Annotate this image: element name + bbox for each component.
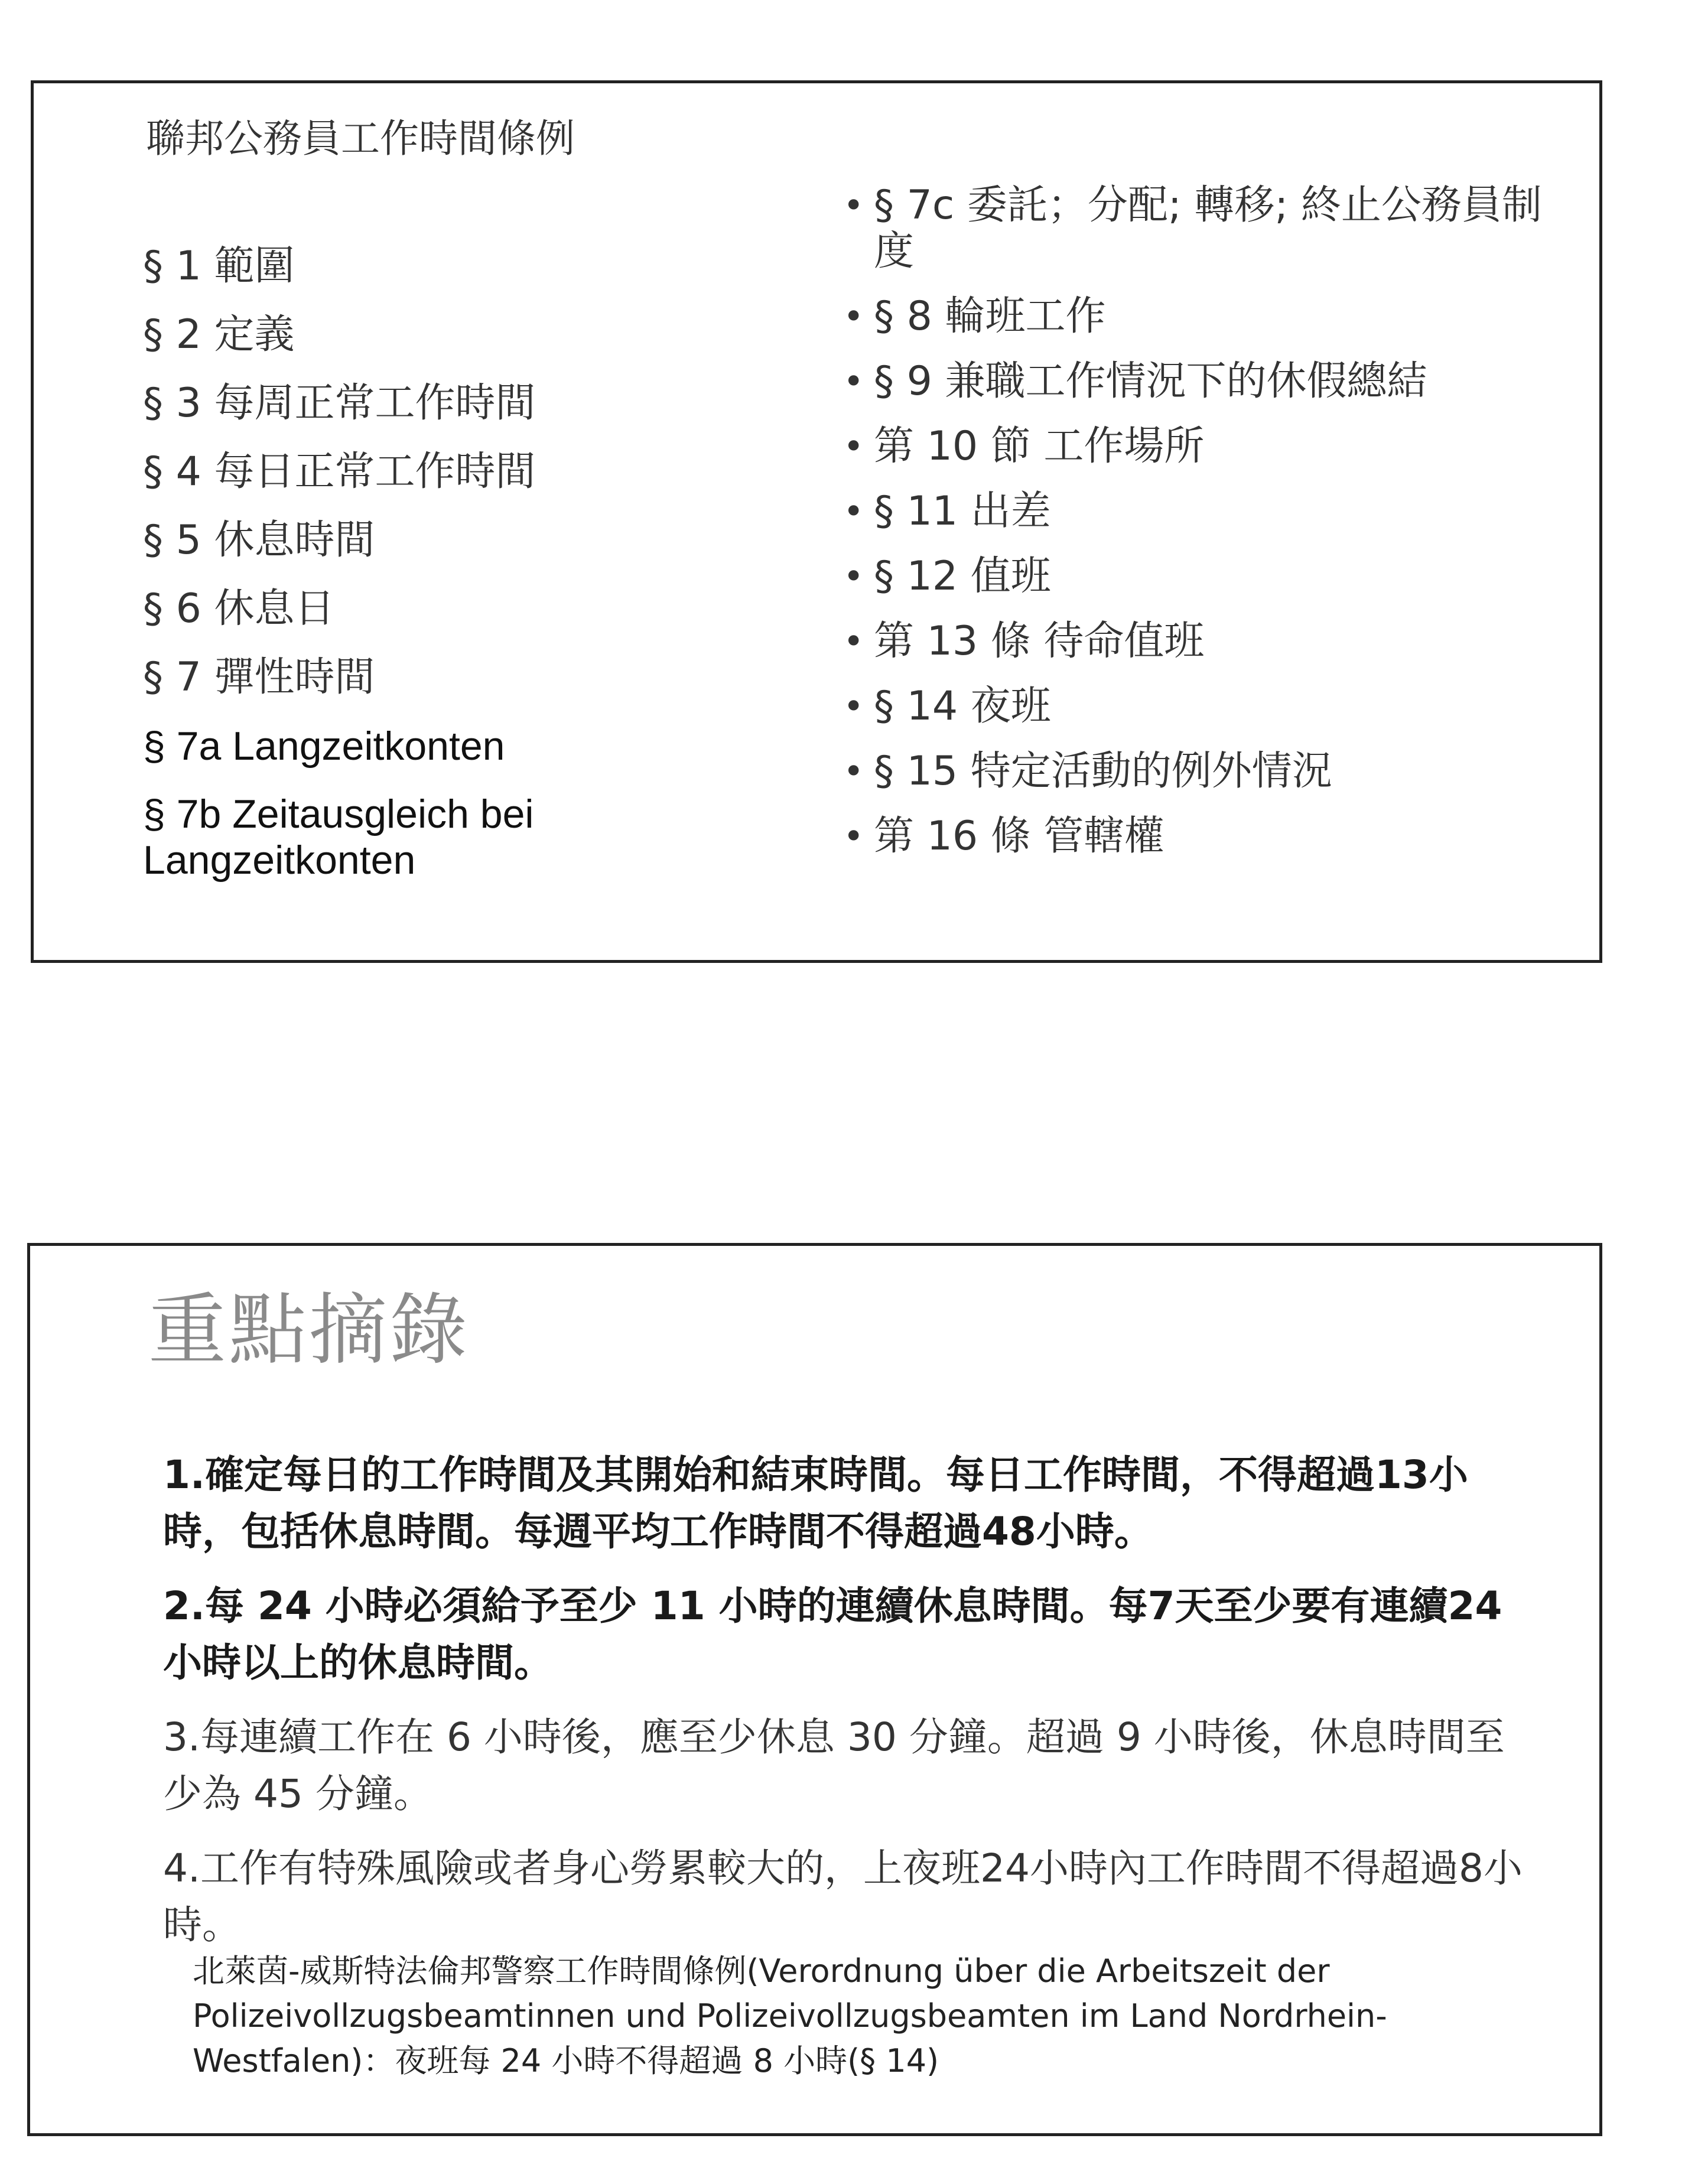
- toc-item-label: § 14 夜班: [874, 683, 1051, 730]
- toc-item-label: § 11 出差: [874, 488, 1051, 535]
- notes-heading: 重點摘錄: [148, 1285, 470, 1376]
- toc-item-label: 第 13 條 待命值班: [874, 618, 1205, 665]
- toc-item-label: 第 16 條 管轄權: [874, 813, 1164, 860]
- bullet-icon: •: [843, 816, 864, 857]
- toc-item: § 7a Langzeitkonten: [143, 724, 505, 769]
- toc-item: § 4 每日正常工作時間: [143, 448, 536, 495]
- toc-bullet-item: [843, 183, 1564, 275]
- toc-bullet-item: [843, 359, 1564, 405]
- notes-reference: 北萊茵-威斯特法倫邦警察工作時間條例(Verordnung über die Arbeitszeit der Polizeivollzugsbeamtinnen und Polizeivollzugsbeamten im Land Nordrhein-Westfalen)：夜班每 24 小時不得超過 8 小時(§ 14): [193, 1952, 1387, 2079]
- bullet-icon: •: [843, 296, 864, 337]
- toc-bullet-item: [843, 619, 1564, 665]
- bullet-icon: •: [843, 621, 864, 662]
- note-point: 4.工作有特殊風險或者身心勞累較大的，上夜班24小時內工作時間不得超過8小時。: [163, 1846, 1523, 1948]
- toc-item-label: § 8 輪班工作: [874, 293, 1106, 340]
- toc-slide: [31, 80, 1602, 963]
- note-point: 3.每連續工作在 6 小時後，應至少休息 30 分鐘。超過 9 小時後，休息時間至少為 45 分鐘。: [163, 1714, 1505, 1817]
- toc-item: § 5 休息時間: [143, 517, 375, 564]
- toc-bullet-item: [843, 294, 1564, 340]
- bullet-icon: •: [843, 556, 864, 597]
- toc-bullet-item: [843, 813, 1564, 860]
- bullet-icon: •: [843, 491, 864, 532]
- toc-item: § 7b Zeitausgleich bei Langzeitkonten: [143, 792, 534, 883]
- toc-left-list: [143, 243, 817, 904]
- toc-item: § 6 休息日: [143, 585, 335, 632]
- bullet-icon: •: [843, 361, 864, 402]
- toc-item-label: 第 10 節 工作場所: [874, 423, 1205, 470]
- toc-item: § 1 範圍: [143, 243, 295, 289]
- bullet-icon: •: [843, 686, 864, 727]
- toc-title: 聯邦公務員工作時間條例: [146, 116, 575, 161]
- toc-item: § 3 每周正常工作時間: [143, 380, 536, 427]
- note-point: 2.每 24 小時必須給予至少 11 小時的連續休息時間。每7天至少要有連續24小時以上的休息時間。: [163, 1583, 1502, 1685]
- toc-item-label: § 12 值班: [874, 553, 1051, 600]
- notes-list: [163, 1447, 1534, 1971]
- note-point: 1.確定每日的工作時間及其開始和結束時間。每日工作時間，不得超過13小時，包括休息時間。每週平均工作時間不得超過48小時。: [163, 1452, 1468, 1554]
- toc-bullet-item: [843, 424, 1564, 470]
- toc-item: § 2 定義: [143, 311, 295, 358]
- toc-item: § 7 彈性時間: [143, 654, 375, 701]
- toc-right-list: [843, 183, 1564, 878]
- toc-bullet-item: [843, 683, 1564, 730]
- toc-item-label: § 9 兼職工作情況下的休假總結: [874, 358, 1427, 405]
- toc-item-label: § 15 特定活動的例外情況: [874, 748, 1332, 795]
- bullet-icon: •: [843, 751, 864, 792]
- toc-bullet-item: [843, 748, 1564, 795]
- bullet-icon: •: [843, 185, 864, 226]
- bullet-icon: •: [843, 426, 864, 467]
- toc-item-label: § 7c 委託；分配; 轉移; 終止公務員制度: [874, 182, 1542, 275]
- toc-bullet-item: [843, 489, 1564, 535]
- toc-bullet-item: [843, 554, 1564, 600]
- notes-slide: [27, 1243, 1602, 2136]
